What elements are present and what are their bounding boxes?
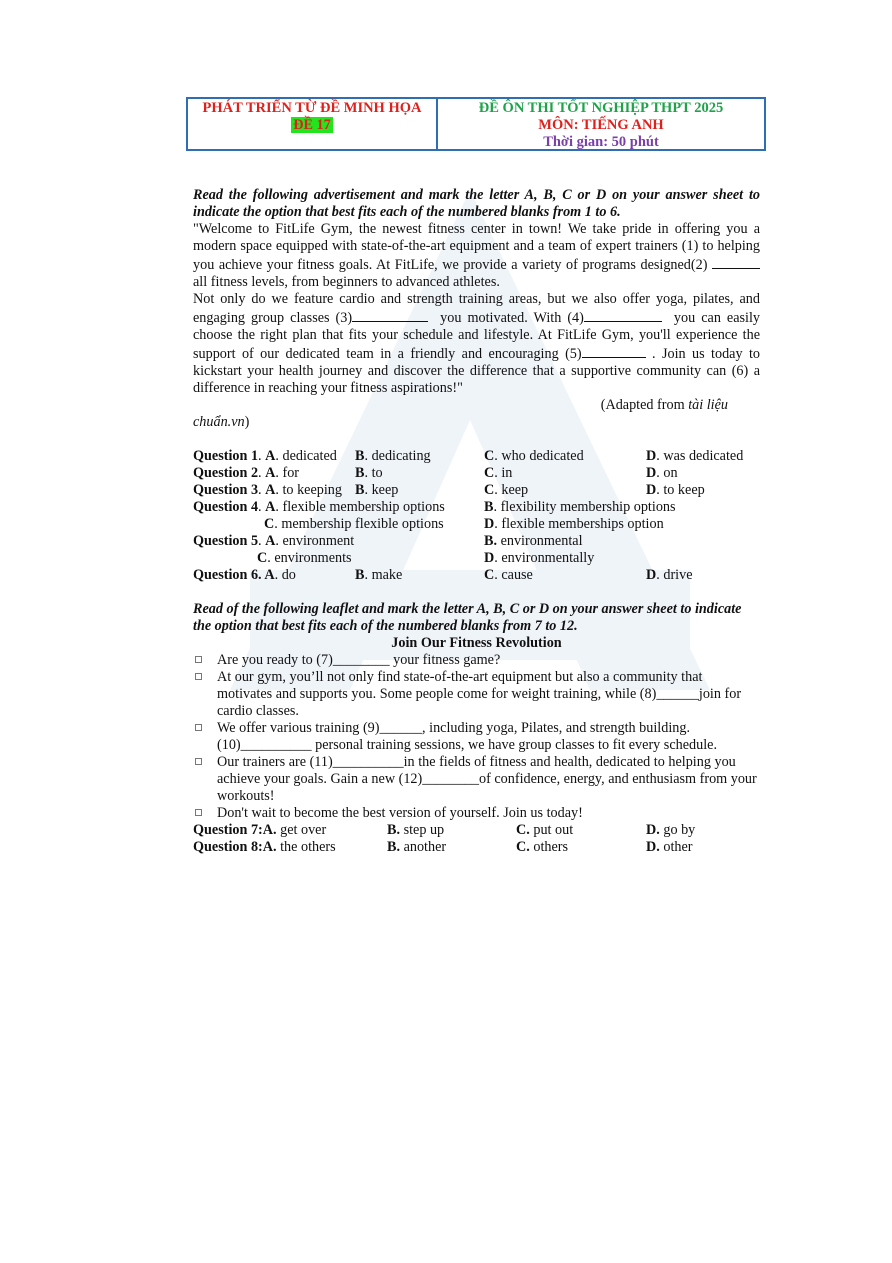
question-row-7: Question 7:A. get over B. step up C. put out D. go by xyxy=(193,822,696,838)
question-row-8: Question 8:A. the others B. another C. others D. other xyxy=(193,839,693,855)
passage-paragraph-2: Not only do we feature cardio and strength training areas, but we also offer yoga, pilates, and engaging group classes (3) you motivated. With (4) you can easily choose the right plan that fits your schedule and lifestyle. At FitLife Gym, you'll experience the support of our dedicated team in a friendly and encouraging (5) . Join us today to kickstart your health journey and discover the difference that a supportive community can (6) a difference in reaching your fitness aspirations!" xyxy=(193,291,761,396)
header-right xyxy=(438,99,764,149)
leaflet-item-3: We offer various training (9)______, including yoga, Pilates, and strength building. (10)__________ personal training sessions, we have group classes to fit every schedule. xyxy=(193,720,760,754)
header-left xyxy=(188,99,438,149)
blank-2 xyxy=(712,255,760,269)
blank-4 xyxy=(584,308,662,322)
question-row-5: Question 5. A. environment B. environmental xyxy=(193,533,583,549)
exam-duration: Thời gian: 50 phút xyxy=(543,134,659,150)
question-row-4: Question 4. A. flexible membership options B. flexibility membership options xyxy=(193,499,676,515)
question-row-5b: C. environments D. environmentally xyxy=(257,550,595,566)
source-citation-cont: chuẩn.vn) xyxy=(193,414,250,430)
section2-instruction: Read of the following leaflet and mark the letter A, B, C or D on your answer sheet to indicate the option that best fits each of the numbered blanks from 7 to 12. xyxy=(193,601,742,634)
exam-subject: MÔN: TIẾNG ANH xyxy=(538,117,664,133)
bullet-box-icon xyxy=(195,656,202,663)
question-row-4b: C. membership flexible options D. flexible memberships option xyxy=(264,516,664,532)
exam-number-badge: ĐỀ 17 xyxy=(293,117,331,133)
leaflet-item-2: At our gym, you’ll not only find state-of-the-art equipment but also a community that motivates and supports you. Some people come for weight training, while (8)______join for cardio classes. xyxy=(193,669,760,720)
source-citation: (Adapted from tài liệu xyxy=(600,397,728,413)
blank-5 xyxy=(582,344,646,358)
question-row-3: Question 3. A. to keeping B. keep C. keep D. to keep xyxy=(193,482,705,498)
question-row-2: Question 2. A. for B. to C. in D. on xyxy=(193,465,678,481)
leaflet-item-4: Our trainers are (11)__________in the fields of fitness and health, dedicated to helping you achieve your goals. Gain a new (12)________of confidence, energy, and enthusiasm from your workouts! xyxy=(193,754,760,805)
bullet-box-icon xyxy=(195,673,202,680)
question-row-6: Question 6. A. do B. make C. cause D. drive xyxy=(193,567,693,583)
bullet-box-icon xyxy=(195,809,202,816)
leaflet-title: Join Our Fitness Revolution xyxy=(391,635,562,651)
passage-paragraph-1: "Welcome to FitLife Gym, the newest fitness center in town! We take pride in offering you a modern space equipped with state-of-the-art equipment and a team of expert trainers (1) to helping you achieve your fitness goals. At FitLife, we provide a variety of programs designed(2) all fitness levels, from beginners to advanced athletes. xyxy=(193,221,760,290)
bullet-box-icon xyxy=(195,724,202,731)
questions-block-2 xyxy=(193,822,760,856)
blank-3 xyxy=(352,308,428,322)
section1-instruction: Read the following advertisement and mark the letter A, B, C or D on your answer sheet to indicate the option that best fits each of the numbered blanks from 1 to 6. xyxy=(193,187,760,220)
questions-block-1 xyxy=(193,448,760,584)
leaflet-item-5: Don't wait to become the best version of yourself. Join us today! xyxy=(193,805,760,822)
exam-content xyxy=(193,187,760,856)
leaflet-item-1: Are you ready to (7)________ your fitness game? xyxy=(193,652,760,669)
question-row-1: Question 1. A. dedicated B. dedicating C. who dedicated D. was dedicated xyxy=(193,448,744,464)
bullet-box-icon xyxy=(195,758,202,765)
header-origin: PHÁT TRIỂN TỪ ĐỀ MINH HỌA xyxy=(202,100,422,116)
header-box xyxy=(186,97,766,151)
exam-title: ĐỀ ÔN THI TỐT NGHIỆP THPT 2025 xyxy=(478,100,724,116)
